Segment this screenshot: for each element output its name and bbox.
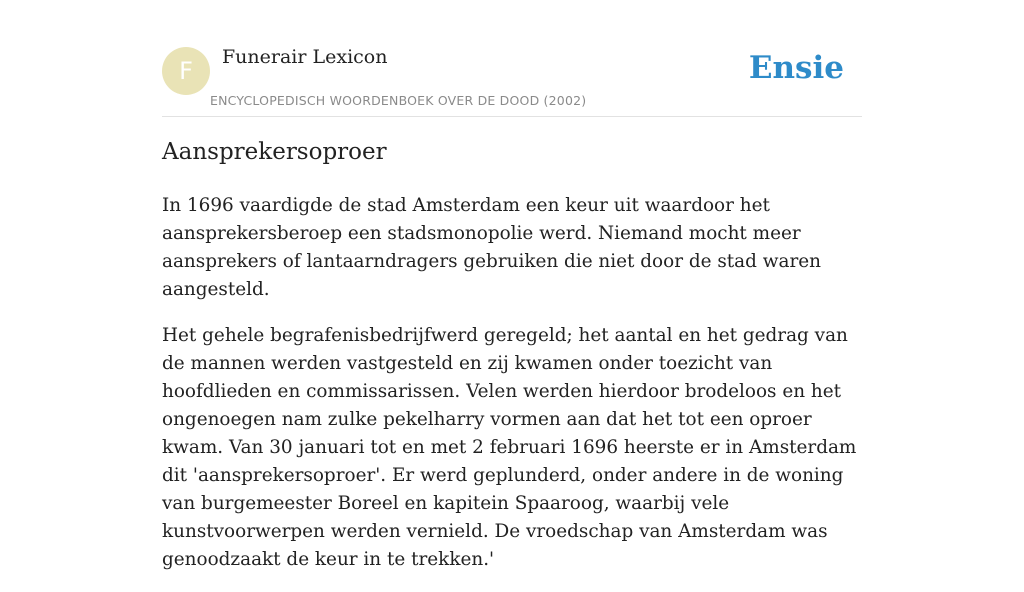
lexicon-title-link[interactable]: Funerair Lexicon (222, 46, 388, 68)
article-paragraph: In 1696 vaardigde de stad Amsterdam een keur uit waardoor het aansprekersberoep een stadsmonopolie werd. Niemand mocht meer aansprekers of lantaarndragers gebruiken die niet door de stad waren aangesteld. (162, 195, 821, 300)
article-paragraph: Het gehele begrafenisbedrijfwerd geregeld; het aantal en het gedrag van de mannen werden vastgesteld en zij kwamen onder toezicht van hoofdlieden en commissarissen. Velen werden hierdoor brodeloos en het ongenoegen nam zulke pekelharry vormen aan dat het tot een oproer kwam. Van 30 januari tot en met 2 februari 1696 heerste er in Amsterdam dit 'aansprekersoproer'. Er werd geplunderd, onder andere in de woning van burgemeester Boreel en kapitein Spaaroog, waarbij vele kunstvoorwerpen werden vernield. De vroedschap van Amsterdam was genoodzaakt de keur in te trekken.' (162, 325, 857, 570)
article-body (162, 192, 862, 592)
ensie-logo-link[interactable]: Ensie (748, 50, 844, 86)
lexicon-subtitle: ENCYCLOPEDISCH WOORDENBOEK OVER DE DOOD (2002) (210, 93, 587, 108)
header (162, 40, 862, 117)
article-title: Aansprekersoproer (162, 139, 387, 165)
avatar[interactable]: F (162, 47, 210, 95)
